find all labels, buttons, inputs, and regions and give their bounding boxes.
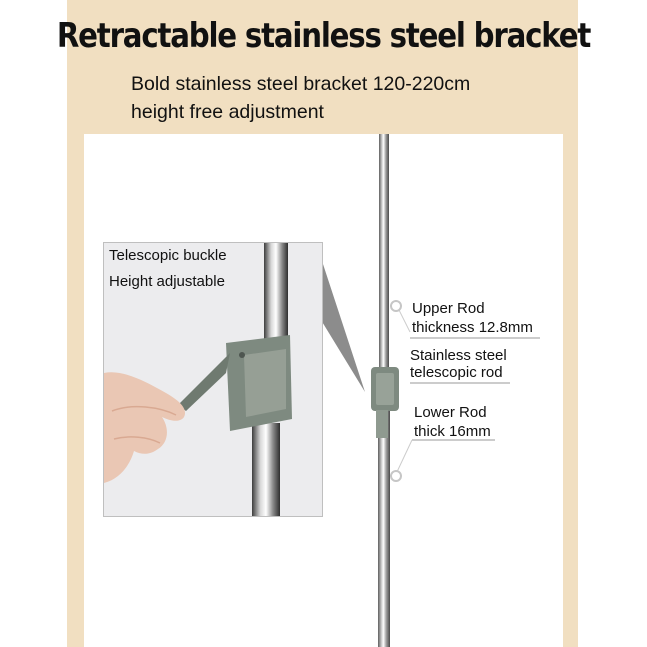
upper-rod-label-line-2: thickness 12.8mm	[412, 319, 533, 336]
lower-rod-label-line-1: Lower Rod	[414, 404, 487, 421]
upper-rod-label-line-1: Upper Rod	[412, 300, 485, 317]
main-buckle-foot	[376, 410, 388, 438]
subtitle-line-2: height free adjustment	[131, 101, 324, 123]
telescopic-rod-label-line-1: Stainless steel	[410, 347, 507, 364]
closeup-upper-rod	[264, 243, 288, 343]
subtitle-line-1: Bold stainless steel bracket 120-220cm	[131, 73, 471, 95]
telescopic-rod-label	[410, 346, 507, 382]
zoom-connector	[321, 258, 365, 392]
lower-rod-label-line-2: thick 16mm	[414, 423, 491, 440]
upper-rod-label	[412, 299, 533, 337]
buckle-closeup	[103, 242, 323, 517]
closeup-buckle-front	[244, 349, 286, 417]
upper-rod-marker	[390, 300, 402, 312]
inset-label-height-adjustable: Height adjustable	[109, 273, 225, 290]
telescopic-rod-label-line-2: telescopic rod	[410, 364, 503, 381]
lower-rod-marker	[390, 470, 402, 482]
inset-label-telescopic-buckle: Telescopic buckle	[109, 247, 227, 264]
closeup-buckle-lever	[178, 353, 230, 411]
closeup-lower-rod	[252, 423, 280, 516]
main-buckle-clip	[376, 373, 394, 405]
closeup-buckle-screw	[239, 352, 245, 358]
page-title: Retractable stainless steel bracket	[56, 16, 591, 56]
lower-rod-label	[414, 403, 491, 441]
closeup-hand	[104, 372, 185, 483]
lower-rod-leader	[396, 440, 412, 474]
